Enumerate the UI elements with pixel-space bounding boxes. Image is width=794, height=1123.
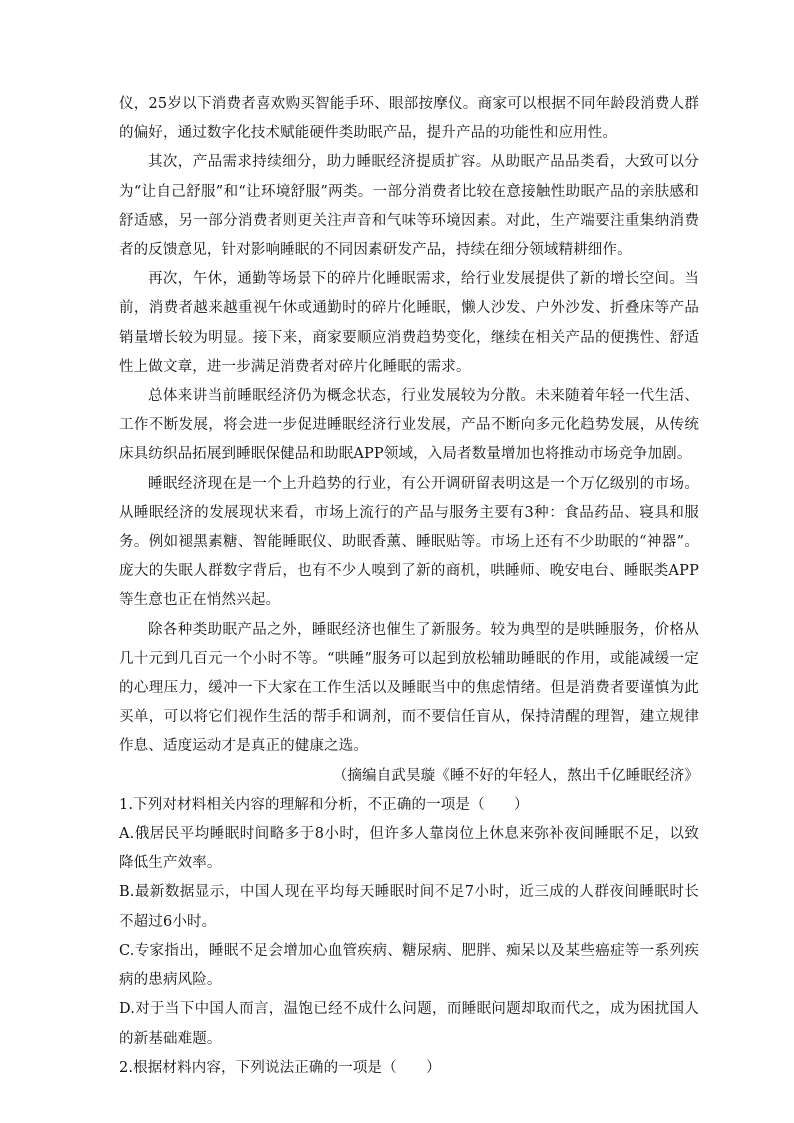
question-1-option-a: A.俄居民平均睡眠时间略多于8小时，但许多人靠岗位上休息来弥补夜间睡眠不足，以致降低生产效率。 — [119, 826, 699, 872]
paragraph-services: 除各种类助眠产品之外，睡眠经济也催生了新服务。较为典型的是哄睡服务，价格从几十元到几百元一个小时不等。“哄睡”服务可以起到放松辅助睡眠的作用，或能减缓一定的心理压力，缓冲一下大家在工作生活以及睡眠当中的焦虑情绪。但是消费者要谨慎为此买单，可以将它们视作生活的帮手和调剂，而不要信任盲从，保持清醒的理智，建立规律作息、适度运动才是真正的健康之选。 — [119, 621, 699, 755]
source-citation: （摘编自武昊璇《睡不好的年轻人，熬出千亿睡眠经济》 — [332, 767, 699, 784]
question-1-option-d: D.对于当下中国人而言，温饱已经不成什么问题，而睡眠问题却取而代之，成为困扰国人的新基础难题。 — [119, 1001, 699, 1047]
question-1-stem: 1.下列对材料相关内容的理解和分析，不正确的一项是（ ） — [119, 796, 529, 813]
paragraph-overall: 总体来讲当前睡眠经济仍为概念状态，行业发展较为分散。未来随着年轻一代生活、工作不断发展，将会进一步促进睡眠经济行业发展，产品不断向多元化趋势发展，从传统床具纺织品拓展到睡眠保健品和助眠APP领域，入局者数量增加也将推动市场竞争加剧。 — [119, 388, 699, 463]
paragraph-market: 睡眠经济现在是一个上升趋势的行业，有公开调研留表明这是一个万亿级别的市场。从睡眠经济的发展现状来看，市场上流行的产品与服务主要有3种：食品药品、寝具和服务。例如褪黑素糖、智能睡眠仪、助眠香薰、睡眠贴等。市场上还有不少助眠的“神器”。庞大的失眠人群数字背后，也有不少人嗅到了新的商机，哄睡师、晚安电台、睡眠类APP等生意也正在悄然兴起。 — [119, 475, 699, 609]
question-1-option-b: B.最新数据显示，中国人现在平均每天睡眠时间不足7小时，近三成的人群夜间睡眠时长不超过6小时。 — [119, 884, 699, 930]
paragraph-secondly: 其次，产品需求持续细分，助力睡眠经济提质扩容。从助眠产品品类看，大致可以分为“让自己舒服”和“让环境舒服”两类。一部分消费者比较在意接触性助眠产品的亲肤感和舒适感，另一部分消费者则更关注声音和气味等环境因素。对此，生产端要注重集纳消费者的反馈意见，针对影响睡眠的不同因素研发产品，持续在细分领域精耕细作。 — [119, 154, 699, 259]
question-1-option-c: C.专家指出，睡眠不足会增加心血管疾病、糖尿病、肥胖、痴呆以及某些癌症等一系列疾病的患病风险。 — [119, 942, 699, 989]
paragraph-continuation: 仪，25岁以下消费者喜欢购买智能手环、眼部按摩仪。商家可以根据不同年龄段消费人群的偏好，通过数字化技术赋能硬件类助眠产品，提升产品的功能性和应用性。 — [119, 96, 699, 142]
paragraph-thirdly: 再次，午休，通勤等场景下的碎片化睡眠需求，给行业发展提供了新的增长空间。当前，消费者越来越重视午休或通勤时的碎片化睡眠，懒人沙发、户外沙发、折叠床等产品销量增长较为明显。接下来，商家要顺应消费趋势变化，继续在相关产品的便携性、舒适性上做文章，进一步满足消费者对碎片化睡眠的需求。 — [119, 271, 699, 375]
question-2-stem: 2.根据材料内容，下列说法正确的一项是（ ） — [119, 1059, 441, 1076]
document-body — [119, 90, 699, 1083]
